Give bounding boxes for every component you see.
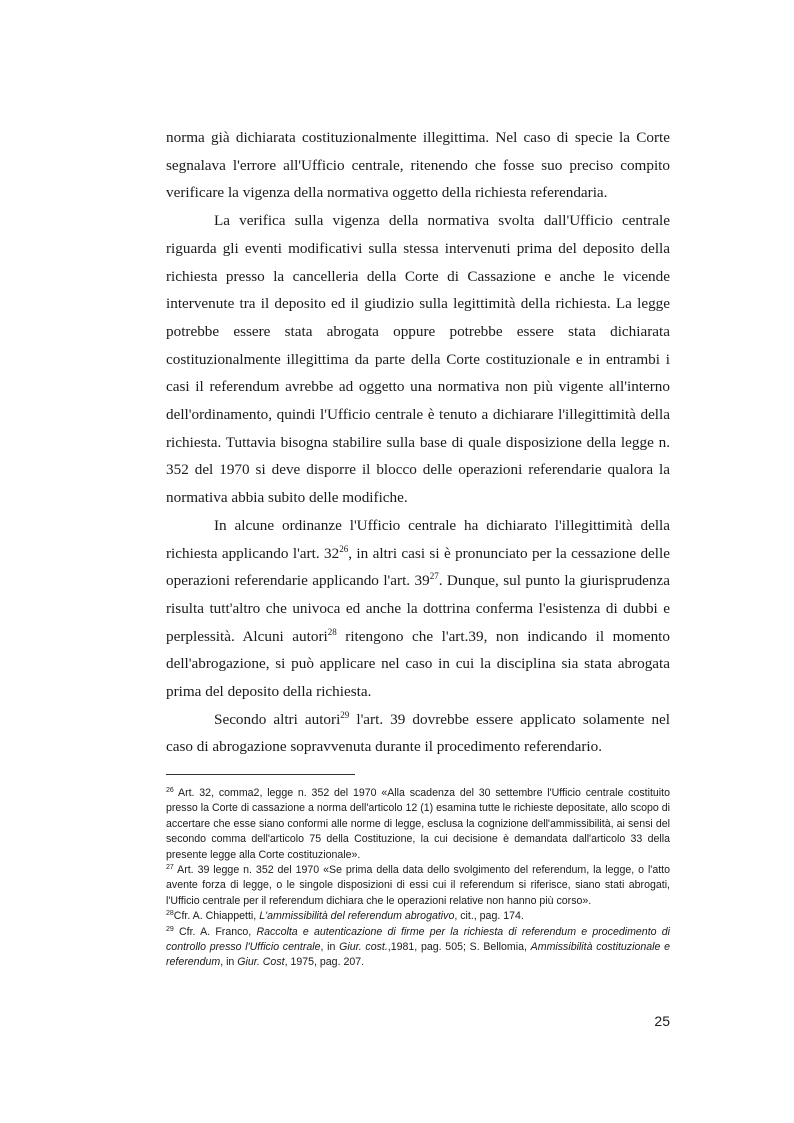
- footnote-ref-26[interactable]: 26: [339, 543, 349, 554]
- footnote-ref-27[interactable]: 27: [429, 571, 439, 582]
- footnote-separator: [166, 774, 355, 775]
- footnote-29: $^{29}$ Cfr. A. Franco, Raccolta e autenticazione di firme per la richiesta di referendum e procedimento di controllo presso l'Ufficio centrale, in Giur. cost.,1981, pag. 505; S. Bellomia, Ammissibilità costituzionale e referendum, in Giur. Cost, 1975, pag. 207.: [166, 925, 670, 969]
- page-number: 25: [654, 1013, 670, 1029]
- footnote-ref-28[interactable]: 28: [327, 626, 337, 637]
- footnote-ref-29[interactable]: 29: [340, 709, 350, 720]
- footnote-28: $^{28}$Cfr. A. Chiappetti, L'ammissibilità del referendum abrogativo, cit., pag. 174.: [166, 910, 524, 923]
- paragraph-1: norma già dichiarata costituzionalmente illegittima. Nel caso di specie la Corte segnalava l'errore all'Ufficio centrale, ritenendo che fosse suo preciso compito verificare la vigenza della normativa oggetto della richiesta referendaria.: [166, 129, 670, 202]
- paragraph-3: In alcune ordinanze l'Ufficio centrale ha dichiarato l'illegittimità della richiesta applicando l'art. $32^{26}$, in altri casi si è pronunciato per la cessazione delle operazioni referendarie applicando l'art. $39^{27}$. Dunque, sul punto la giurisprudenza risulta tutt'altro che univoca ed anche la dottrina conferma l'esistenza di dubbi e perplessità. Alcuni autori$^{28}$ ritengono che l'art.39, non indicando il momento dell'abrogazione, si può applicare nel caso in cui la disciplina sia stata abrogata prima del deposito della richiesta.: [166, 516, 670, 701]
- footnote-27: $^{27}$ Art. 39 legge n. 352 del 1970 «Se prima della data dello svolgimento del referendum, la legge, o l'atto avente forza di legge, o le singole disposizioni di essi cui il referendum si riferisce, siano stati abrogati, l'Ufficio centrale per il referendum dichiara che le operazioni relative non hanno più corso».: [166, 864, 670, 907]
- paragraph-4: Secondo altri autori$^{29}$ l'art. 39 dovrebbe essere applicato solamente nel caso di abrogazione sopravvenuta durante il procedimento referendario.: [166, 709, 671, 756]
- footnote-26: $^{26}$ Art. 32, comma2, legge n. 352 del 1970 «Alla scadenza del 30 settembre l'Ufficio centrale costituito presso la Corte di cassazione a norma dell'articolo 12 (1) esamina tutte le richieste depositate, allo scopo di accertare che esse siano conformi alle norme di legge, esclusa la cognizione dell'ammissibilità, ai sensi del secondo comma dell'articolo 75 della Costituzione, la cui decisione è demandata dall'articolo 33 della presente legge alla Corte costituzionale».: [166, 787, 670, 861]
- footnotes: [166, 786, 670, 971]
- body-text: [166, 124, 670, 761]
- paragraph-2: La verifica sulla vigenza della normativa svolta dall'Ufficio centrale riguarda gli eventi modificativi sulla stessa intervenuti prima del deposito della richiesta presso la cancelleria della Corte di Cassazione e anche le vicende intervenute tra il deposito ed il giudizio sulla legittimità della richiesta. La legge potrebbe essere stata abrogata oppure potrebbe essere stata dichiarata costituzionalmente illegittima da parte della Corte costituzionale e in entrambi i casi il referendum avrebbe ad oggetto una normativa non più vigente all'interno dell'ordinamento, quindi l'Ufficio centrale è tenuto a dichiarare l'illegittimità della richiesta. Tuttavia bisogna stabilire sulla base di quale disposizione della legge n. 352 del 1970 si deve disporre il blocco delle operazioni referendarie qualora la normativa abbia subito delle modifiche.: [166, 212, 670, 507]
